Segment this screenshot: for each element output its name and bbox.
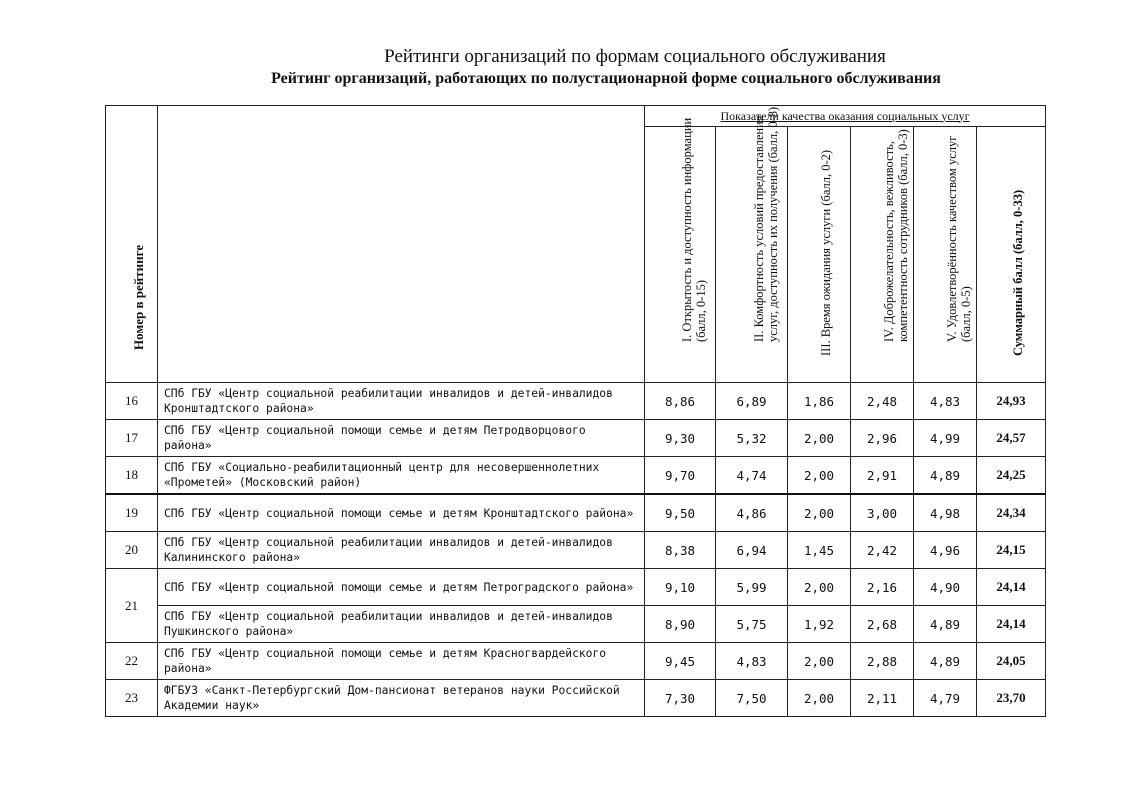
table-row xyxy=(106,680,1046,717)
score-i: 9,50 xyxy=(645,494,716,532)
score-v: 4,98 xyxy=(914,494,977,532)
score-v: 4,89 xyxy=(914,606,977,643)
page-subtitle: Рейтинг организаций, работающих по полустационарной форме социального обслуживания xyxy=(271,70,941,87)
indicator-header-3 xyxy=(788,127,851,383)
score-iv: 2,88 xyxy=(851,643,914,680)
rank-header-text: Номер в рейтинге xyxy=(130,244,146,350)
indicator-header-1-text: I. Открытость и доступность информации (балл, 0-15) xyxy=(680,117,708,342)
table-row xyxy=(106,532,1046,569)
score-iii: 1,92 xyxy=(788,606,851,643)
score-ii: 4,86 xyxy=(716,494,788,532)
score-v: 4,89 xyxy=(914,643,977,680)
table-row xyxy=(106,420,1046,457)
indicator-header-1 xyxy=(645,117,716,383)
score-ii: 6,94 xyxy=(716,532,788,569)
score-i: 8,90 xyxy=(645,606,716,643)
score-total: 24,34 xyxy=(977,494,1046,532)
organization-cell: СПб ГБУ «Центр социальной помощи семье и детям Кронштадтского района» xyxy=(158,494,645,532)
score-iii: 2,00 xyxy=(788,643,851,680)
score-iv: 2,91 xyxy=(851,457,914,495)
indicator-header-5-text: V. Удовлетворённость качеством услуг (балл, 0-5) xyxy=(945,135,973,342)
score-i: 9,45 xyxy=(645,643,716,680)
score-ii: 6,89 xyxy=(716,383,788,420)
score-iii: 1,86 xyxy=(788,383,851,420)
rank-cell: 21 xyxy=(106,569,158,643)
indicator-header-2 xyxy=(716,106,788,383)
score-v: 4,79 xyxy=(914,680,977,717)
organization-cell: ФГБУЗ «Санкт-Петербургский Дом-пансионат ветеранов науки Российской Академии наук» xyxy=(158,680,645,717)
table-row xyxy=(106,457,1046,495)
rating-table xyxy=(105,105,1046,717)
score-ii: 5,75 xyxy=(716,606,788,643)
score-iii: 1,45 xyxy=(788,532,851,569)
organization-cell: СПб ГБУ «Социально-реабилитационный центр для несовершеннолетних «Прометей» (Московский район) xyxy=(158,457,645,495)
table-row xyxy=(106,494,1046,532)
score-total: 24,14 xyxy=(977,569,1046,606)
score-v: 4,96 xyxy=(914,532,977,569)
score-total: 24,93 xyxy=(977,383,1046,420)
organization-cell: СПб ГБУ «Центр социальной реабилитации инвалидов и детей-инвалидов Калининского района» xyxy=(158,532,645,569)
score-iv: 2,48 xyxy=(851,383,914,420)
score-total: 24,15 xyxy=(977,532,1046,569)
score-iii: 2,00 xyxy=(788,420,851,457)
score-iv: 2,68 xyxy=(851,606,914,643)
score-total: 24,14 xyxy=(977,606,1046,643)
score-total: 24,05 xyxy=(977,643,1046,680)
indicator-header-4-text: IV. Доброжелательность, вежливость, компетентность сотрудников (балл, 0-3) xyxy=(882,129,910,342)
score-ii: 5,99 xyxy=(716,569,788,606)
organization-cell: СПб ГБУ «Центр социальной помощи семье и детям Петродворцового района» xyxy=(158,420,645,457)
score-i: 8,86 xyxy=(645,383,716,420)
indicators-group-header: Показатели качества оказания социальных услуг xyxy=(645,106,1046,127)
score-iii: 2,00 xyxy=(788,457,851,495)
rank-cell: 19 xyxy=(106,494,158,532)
score-v: 4,89 xyxy=(914,457,977,495)
score-iv: 3,00 xyxy=(851,494,914,532)
organization-cell: СПб ГБУ «Центр социальной реабилитации инвалидов и детей-инвалидов Кронштадтского района» xyxy=(158,383,645,420)
total-score-header-text: Суммарный балл (балл, 0-33) xyxy=(1011,189,1025,356)
score-iv: 2,96 xyxy=(851,420,914,457)
rank-cell: 22 xyxy=(106,643,158,680)
organization-column-header xyxy=(158,106,645,383)
score-total: 24,25 xyxy=(977,457,1046,495)
score-ii: 7,50 xyxy=(716,680,788,717)
score-ii: 4,74 xyxy=(716,457,788,495)
rank-cell: 17 xyxy=(106,420,158,457)
score-iv: 2,42 xyxy=(851,532,914,569)
score-ii: 5,32 xyxy=(716,420,788,457)
table-row xyxy=(106,643,1046,680)
indicator-header-2-text: II. Комфортность условий предоставления услуг, доступность их получения (балл, 0-8) xyxy=(751,106,780,342)
score-ii: 4,83 xyxy=(716,643,788,680)
score-i: 9,30 xyxy=(645,420,716,457)
score-v: 4,83 xyxy=(914,383,977,420)
score-v: 4,99 xyxy=(914,420,977,457)
score-i: 8,38 xyxy=(645,532,716,569)
indicator-header-5 xyxy=(914,127,977,383)
score-total: 24,57 xyxy=(977,420,1046,457)
score-iv: 2,16 xyxy=(851,569,914,606)
table-row xyxy=(106,606,1046,643)
score-iv: 2,11 xyxy=(851,680,914,717)
score-i: 9,10 xyxy=(645,569,716,606)
organization-cell: СПб ГБУ «Центр социальной помощи семье и детям Красногвардейского района» xyxy=(158,643,645,680)
table-row xyxy=(106,569,1046,606)
score-v: 4,90 xyxy=(914,569,977,606)
score-i: 9,70 xyxy=(645,457,716,495)
score-i: 7,30 xyxy=(645,680,716,717)
table-row xyxy=(106,383,1046,420)
indicator-header-4 xyxy=(851,127,914,383)
rank-column-header xyxy=(106,106,158,383)
organization-cell: СПб ГБУ «Центр социальной реабилитации инвалидов и детей-инвалидов Пушкинского района» xyxy=(158,606,645,643)
total-score-header xyxy=(977,127,1046,383)
organization-cell: СПб ГБУ «Центр социальной помощи семье и детям Петроградского района» xyxy=(158,569,645,606)
score-iii: 2,00 xyxy=(788,680,851,717)
page-title: Рейтинги организаций по формам социального обслуживания xyxy=(384,46,886,67)
score-iii: 2,00 xyxy=(788,569,851,606)
rank-cell: 18 xyxy=(106,457,158,495)
rank-cell: 20 xyxy=(106,532,158,569)
indicator-header-3-text: III. Время ожидания услуги (балл, 0-2) xyxy=(819,149,833,356)
score-iii: 2,00 xyxy=(788,494,851,532)
rank-cell: 23 xyxy=(106,680,158,717)
score-total: 23,70 xyxy=(977,680,1046,717)
rank-cell: 16 xyxy=(106,383,158,420)
